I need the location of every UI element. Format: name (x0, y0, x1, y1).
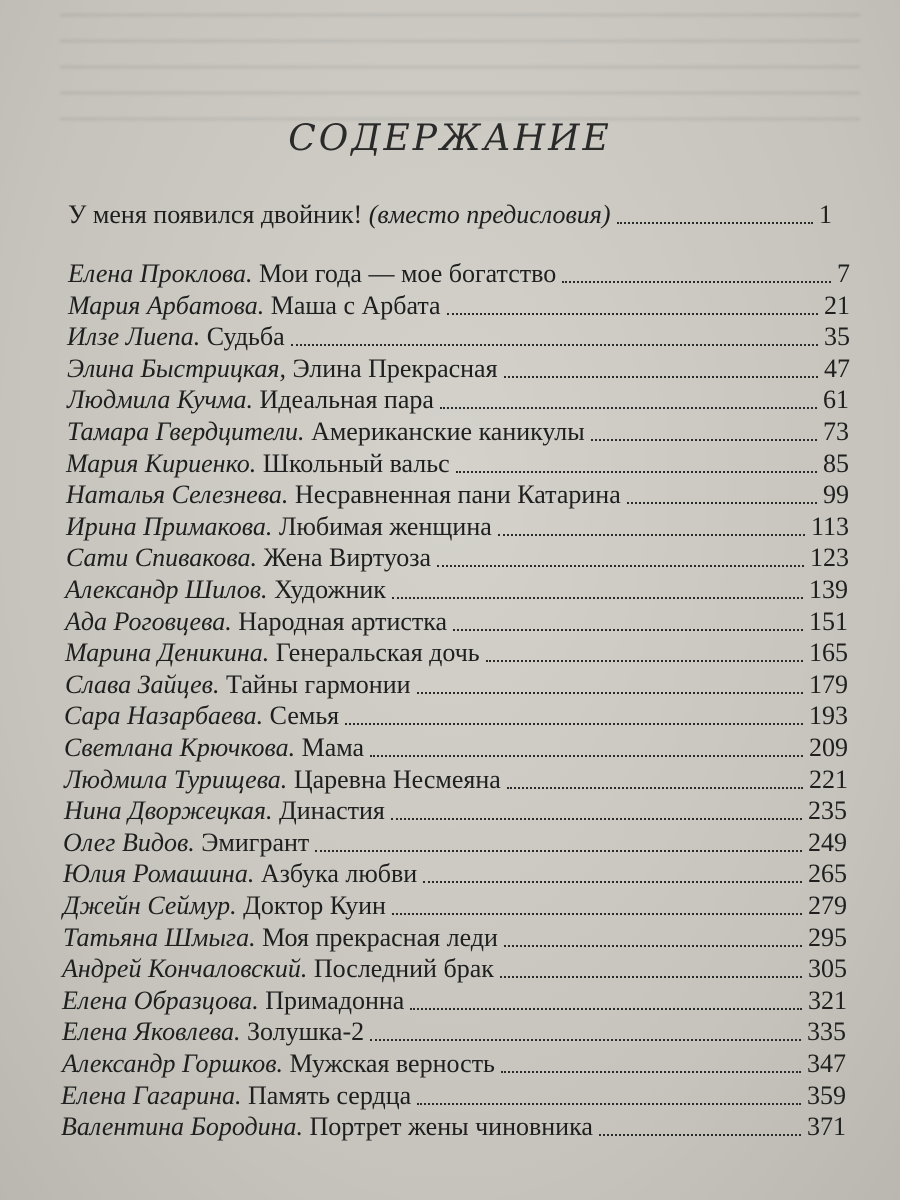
entry-page-number: 359 (807, 1081, 846, 1110)
dot-leader (500, 976, 802, 978)
entry-author: Нина Дворжецкая. (64, 796, 273, 825)
entry-author: Татьяна Шмыга. (63, 923, 256, 952)
entry-author: Наталья Селезнева. (66, 480, 289, 509)
entry-page-number: 7 (837, 259, 850, 288)
entry-title: Доктор Куин (243, 891, 386, 920)
entry-title: Несравненная пани Катарина (294, 480, 621, 509)
dot-leader (392, 597, 803, 599)
toc-entry (61, 1110, 846, 1144)
entry-page-number: 279 (808, 891, 847, 920)
entry-title: Моя прекрасная леди (262, 923, 498, 952)
dot-leader (437, 565, 804, 567)
toc-entry (62, 1015, 846, 1049)
entry-title: Маша с Арбата (270, 291, 441, 320)
entry-author: Андрей Кончаловский. (62, 954, 308, 983)
toc-entry (65, 573, 848, 607)
toc-entry (66, 447, 849, 481)
dot-leader (370, 1039, 801, 1041)
entry-page-number: 321 (808, 986, 847, 1015)
toc-entry (64, 794, 847, 828)
dot-leader (486, 660, 803, 662)
toc-entry (65, 636, 848, 670)
dot-leader (291, 344, 818, 346)
entry-author: Александр Горшков. (62, 1049, 284, 1078)
dot-leader (410, 1008, 802, 1010)
dot-leader (617, 222, 813, 224)
dot-leader (501, 1071, 801, 1073)
entry-author: Слава Зайцев. (65, 670, 220, 699)
entry-page-number: 221 (809, 765, 848, 794)
entry-page-number: 139 (809, 575, 848, 604)
dot-leader (507, 787, 803, 789)
dot-leader (504, 376, 818, 378)
entry-author: Ирина Примакова. (66, 512, 273, 541)
entry-title: Примадонна (265, 986, 405, 1015)
dot-leader (423, 881, 802, 883)
page-title: СОДЕРЖАНИЕ (288, 118, 612, 159)
entry-page-number: 305 (808, 954, 847, 983)
dot-leader (498, 534, 805, 536)
entry-title: Тайны гармонии (225, 670, 411, 699)
toc-entry (65, 605, 848, 639)
entry-author: Людмила Турищева. (64, 765, 288, 794)
intro-page-number: 1 (819, 200, 832, 229)
entry-title: Генеральская дочь (275, 638, 480, 667)
entry-title: Эмигрант (201, 828, 310, 857)
entry-page-number: 235 (808, 796, 847, 825)
entry-title: Царевна Несмеяна (293, 765, 501, 794)
entry-author: Джейн Сеймур. (63, 891, 237, 920)
entry-author: Людмила Кучма. (67, 385, 254, 414)
entry-title: Последний брак (313, 954, 494, 983)
toc-entry (62, 1047, 846, 1081)
entry-author: Мария Арбатова. (68, 291, 265, 320)
entry-page-number: 179 (809, 670, 848, 699)
entry-page-number: 193 (809, 701, 848, 730)
dot-leader (504, 945, 802, 947)
dot-leader (345, 723, 803, 725)
toc-entry (62, 984, 847, 1018)
entry-author: Юлия Ромашина. (63, 859, 255, 888)
toc-entry (63, 921, 847, 955)
entry-title: Мои года — мое богатство (259, 259, 557, 288)
entry-author: Марина Деникина. (65, 638, 270, 667)
toc-entry (63, 826, 847, 860)
toc-entry (68, 257, 850, 291)
toc-entry (67, 415, 849, 449)
entry-author: Елена Проклова. (68, 259, 253, 288)
entry-title: Любимая женщина (278, 512, 492, 541)
entry-title: Элина Прекрасная (292, 354, 498, 383)
entry-title: Мама (301, 733, 365, 762)
entry-author: Ада Роговцева. (65, 607, 232, 636)
dot-leader (447, 313, 818, 315)
entry-page-number: 85 (823, 449, 849, 478)
entry-page-number: 35 (824, 322, 850, 351)
entry-author: Элина Быстрицкая, (67, 354, 286, 383)
toc-entry (67, 352, 850, 386)
intro-subtitle: (вместо предисловия) (368, 200, 611, 229)
entry-title: Жена Виртуоза (263, 543, 432, 572)
dot-leader (599, 1134, 801, 1136)
entry-page-number: 21 (824, 291, 850, 320)
entry-author: Елена Образцова. (62, 986, 259, 1015)
entry-author: Олег Видов. (63, 828, 195, 857)
toc-entry (64, 763, 848, 797)
toc-entry (67, 320, 850, 354)
entry-page-number: 123 (810, 543, 849, 572)
entry-page-number: 99 (823, 480, 849, 509)
entry-title: Художник (274, 575, 386, 604)
toc-entry (67, 383, 849, 417)
intro-entry (68, 198, 832, 232)
entry-author: Мария Кириенко. (66, 449, 257, 478)
toc-entry (62, 952, 847, 986)
dot-leader (370, 755, 803, 757)
dot-leader (417, 1103, 801, 1105)
toc-entry (63, 889, 847, 923)
entry-page-number: 73 (823, 417, 849, 446)
entry-page-number: 335 (807, 1017, 846, 1046)
dot-leader (627, 502, 817, 504)
entry-author: Тамара Гвердцители. (67, 417, 305, 446)
entry-title: Школьный вальс (262, 449, 450, 478)
dot-leader (315, 850, 802, 852)
entry-title: Идеальная пара (259, 385, 434, 414)
entry-author: Светлана Крючкова. (64, 733, 296, 762)
toc-entry (61, 1079, 846, 1113)
entry-title: Азбука любви (260, 859, 418, 888)
entry-author: Сати Спивакова. (66, 543, 258, 572)
entry-page-number: 209 (809, 733, 848, 762)
toc-entry (66, 541, 849, 575)
dot-leader (392, 913, 802, 915)
entry-page-number: 47 (824, 354, 850, 383)
toc-entry (68, 289, 850, 323)
dot-leader (440, 407, 817, 409)
dot-leader (391, 818, 802, 820)
toc-entry (63, 857, 847, 891)
entry-title: Династия (279, 796, 385, 825)
entry-title: Судьба (206, 322, 285, 351)
entry-title: Американские каникулы (311, 417, 585, 446)
entry-author: Елена Яковлева. (62, 1017, 241, 1046)
dot-leader (453, 629, 803, 631)
entry-author: Илзе Лиепа. (67, 322, 201, 351)
entry-title: Семья (269, 701, 340, 730)
entry-page-number: 113 (810, 512, 849, 541)
dot-leader (417, 692, 803, 694)
entry-page-number: 61 (823, 385, 849, 414)
entry-title: Мужская верность (289, 1049, 495, 1078)
dot-leader (562, 281, 831, 283)
toc-entry (64, 699, 848, 733)
entry-title: Память сердца (248, 1081, 412, 1110)
entry-author: Сара Назарбаева. (64, 701, 264, 730)
entry-page-number: 249 (808, 828, 847, 857)
toc-entry (66, 510, 849, 544)
entry-title: Портрет жены чиновника (309, 1112, 593, 1141)
dot-leader (591, 439, 817, 441)
entry-page-number: 265 (808, 859, 847, 888)
entry-page-number: 165 (809, 638, 848, 667)
toc-entry (65, 668, 848, 702)
entry-author: Валентина Бородина. (61, 1112, 304, 1141)
entry-title: Народная артистка (238, 607, 448, 636)
toc-entry (64, 731, 848, 765)
entry-page-number: 371 (807, 1112, 846, 1141)
entry-author: Александр Шилов. (65, 575, 268, 604)
entry-page-number: 295 (808, 923, 847, 952)
dot-leader (456, 471, 817, 473)
entry-page-number: 151 (809, 607, 848, 636)
intro-text: У меня появился двойник! (68, 200, 363, 229)
entry-author: Елена Гагарина. (61, 1081, 242, 1110)
toc-entry (66, 478, 849, 512)
entry-title: Золушка-2 (246, 1017, 365, 1046)
entry-page-number: 347 (807, 1049, 846, 1078)
